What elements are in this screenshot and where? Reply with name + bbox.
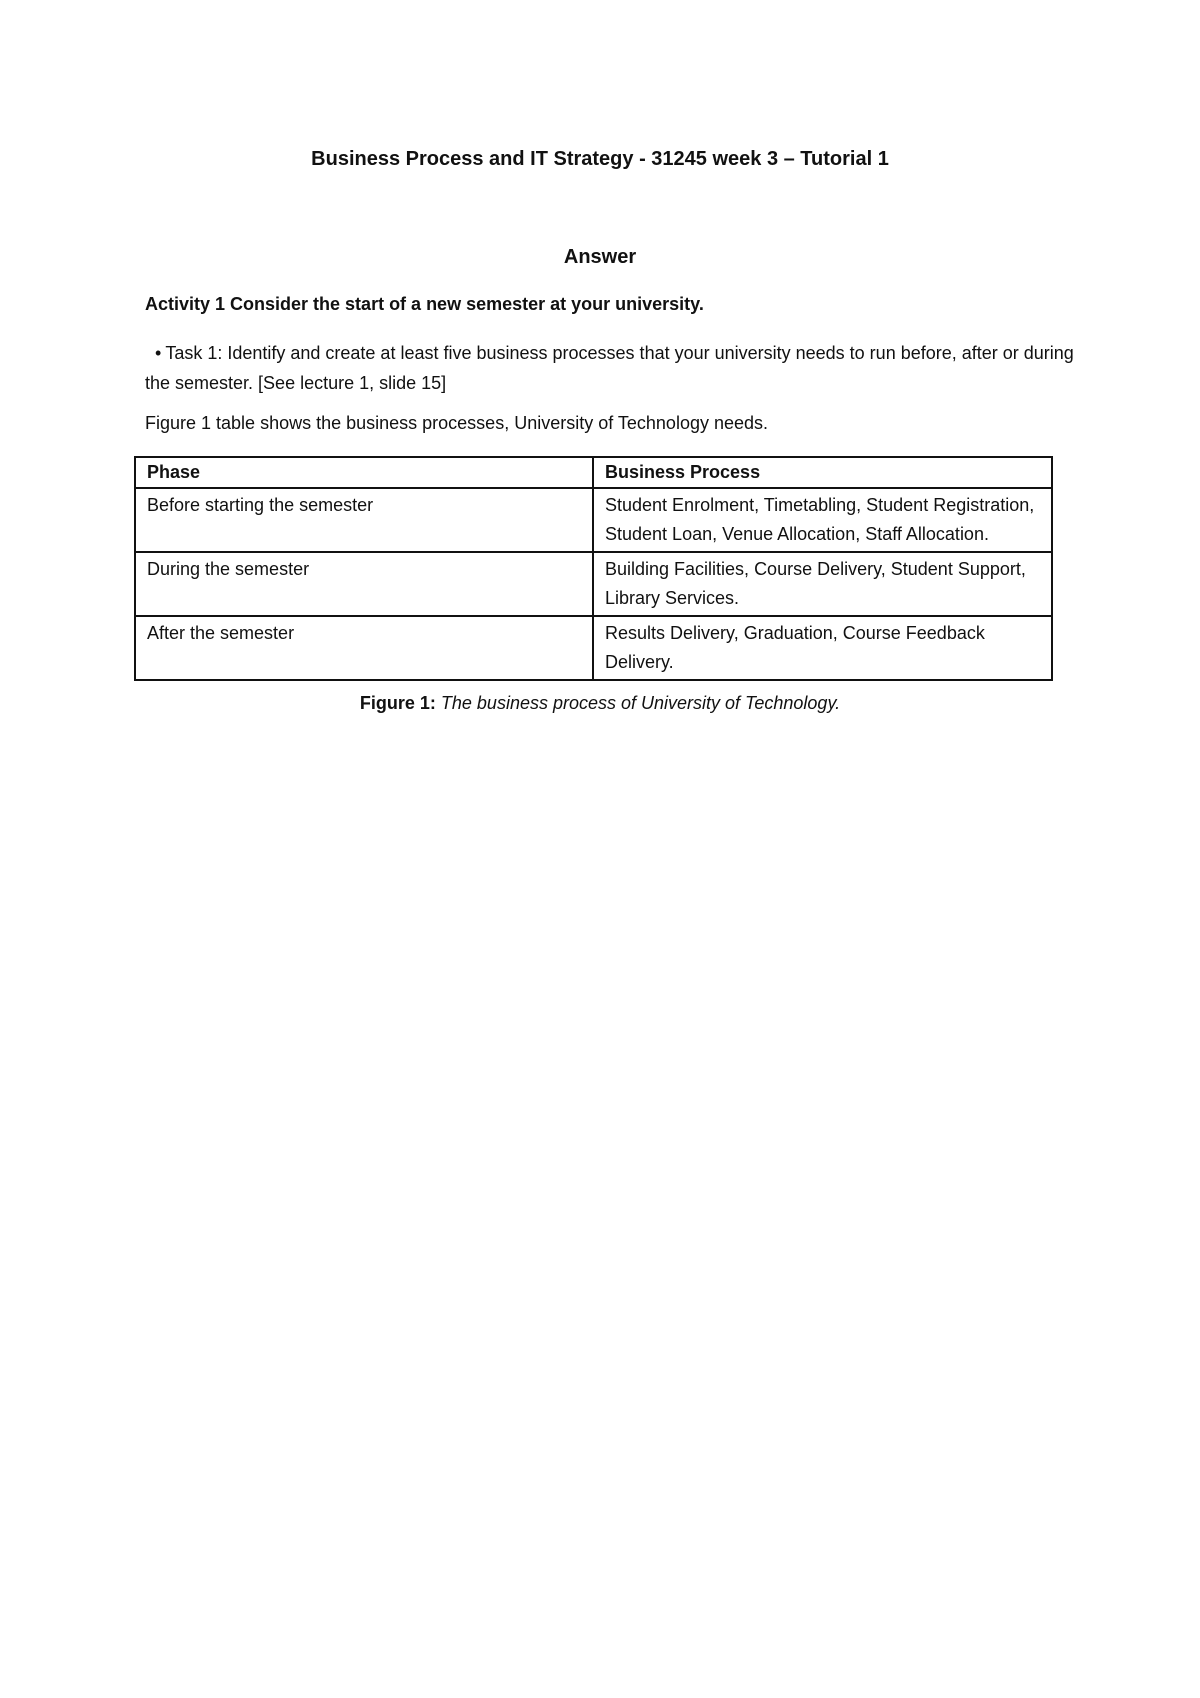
process-cell: Student Enrolment, Timetabling, Student Registration, Student Loan, Venue Allocation, Staff Allocation. (593, 488, 1052, 552)
intro-paragraph: Figure 1 table shows the business processes, University of Technology needs. (145, 413, 769, 433)
document-title: Business Process and IT Strategy - 31245 week 3 – Tutorial 1 (311, 148, 889, 170)
phase-cell: Before starting the semester (135, 488, 593, 552)
phase-cell: During the semester (135, 552, 593, 616)
process-cell: Results Delivery, Graduation, Course Feedback Delivery. (593, 616, 1052, 680)
task-text: Task 1: Identify and create at least five business processes that your university needs to run before, after or during the semester. [See lecture 1, slide 15] (145, 343, 1074, 393)
column-header-phase: Phase (135, 457, 593, 488)
phase-cell: After the semester (135, 616, 593, 680)
figure-caption (0, 693, 1200, 714)
business-process-table (134, 456, 1053, 681)
table-row (135, 616, 1052, 680)
answer-heading: Answer (563, 246, 637, 268)
caption-label: Figure 1: (359, 693, 436, 713)
table-row (135, 488, 1052, 552)
process-cell: Building Facilities, Course Delivery, Student Support, Library Services. (593, 552, 1052, 616)
bullet-icon: • (155, 343, 162, 363)
caption-text: The business process of University of Technology. (440, 693, 841, 713)
table-header-row (135, 457, 1052, 488)
column-header-business-process: Business Process (593, 457, 1052, 488)
table-row (135, 552, 1052, 616)
task-paragraph (145, 338, 1075, 398)
activity-heading: Activity 1 Consider the start of a new semester at your university. (145, 294, 704, 314)
